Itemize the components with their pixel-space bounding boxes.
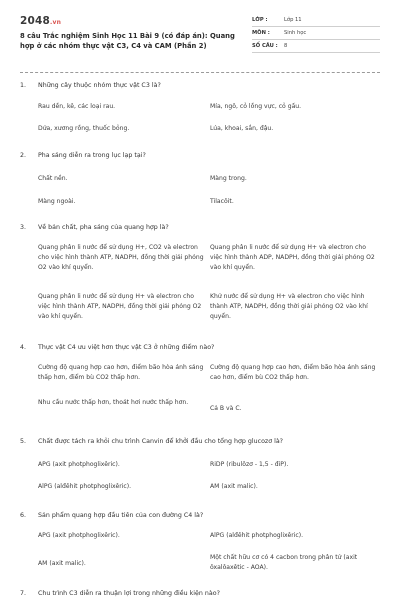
site-logo[interactable]	[20, 15, 61, 27]
answer-a: APG (axit photphoglixêric).	[38, 461, 120, 468]
question-4	[20, 344, 382, 351]
answer-c: Dứa, xương rồng, thuốc bỏng.	[38, 125, 130, 132]
answer-d: Lúa, khoai, sắn, đậu.	[210, 125, 274, 132]
answer-row	[38, 531, 382, 541]
answer-row	[38, 124, 382, 134]
question-stem: Sản phẩm quang hợp đầu tiên của con đường C4 là?	[38, 512, 204, 519]
answer-d: Cả B và C.	[210, 405, 242, 412]
info-label: MÔN :	[252, 30, 270, 36]
info-row-subject	[252, 27, 380, 40]
answer-b: RiDP (ribulôzơ - 1,5 - điP).	[210, 461, 289, 468]
question-number: 5.	[20, 438, 27, 445]
answer-row	[38, 243, 382, 273]
answer-row	[38, 482, 382, 492]
answer-row	[38, 398, 382, 414]
question-7	[20, 590, 382, 597]
logo-suffix: .vn	[50, 19, 62, 26]
question-number: 6.	[20, 512, 27, 519]
answer-b: Cường độ quang hợp cao hơn, điểm bão hòa ánh sáng cao hơn, điểm bù CO2 thấp hơn.	[210, 364, 376, 381]
answer-a: Quang phân li nước để sử dụng H+, CO2 và electron cho việc hình thành ATP, NADPH, đồng thời giải phóng O2 vào khí quyển.	[38, 244, 204, 271]
question-stem: Chất được tách ra khỏi chu trình Canvin để khởi đầu cho tổng hợp glucozơ là?	[38, 438, 284, 445]
question-1	[20, 82, 382, 89]
header-divider	[20, 72, 380, 73]
question-stem: Về bản chất, pha sáng của quang hợp là?	[38, 224, 169, 231]
info-value: Lớp 11	[284, 17, 302, 23]
answer-a: Cường độ quang hợp cao hơn, điểm bão hòa ánh sáng thấp hơn, điểm bù CO2 thấp hơn.	[38, 364, 204, 381]
answer-b: Màng trong.	[210, 175, 247, 182]
info-label: SỐ CÂU :	[252, 43, 278, 49]
answer-c: Màng ngoài.	[38, 198, 76, 205]
answer-row	[38, 460, 382, 470]
document-title: 8 câu Trắc nghiệm Sinh Học 11 Bài 9 (có đáp án): Quang hợp ở các nhóm thực vật C3, C4 và CAM (Phần 2)	[20, 32, 235, 50]
answer-c: Nhu cầu nước thấp hơn, thoát hơi nước thấp hơn.	[38, 399, 189, 406]
question-stem: Thực vật C4 ưu việt hơn thực vật C3 ở những điểm nào?	[38, 344, 215, 351]
header	[0, 0, 400, 70]
answer-d: Một chất hữu cơ có 4 cacbon trong phân tử (axit ôxalôaxêtic - AOA).	[210, 554, 358, 571]
answer-d: AM (axit malic).	[210, 483, 258, 490]
info-row-class	[252, 14, 380, 27]
info-row-count	[252, 40, 380, 53]
answer-row	[38, 292, 382, 322]
answer-row	[38, 553, 382, 573]
info-label: LỚP :	[252, 17, 268, 23]
answer-c: AM (axit malic).	[38, 560, 86, 567]
question-3	[20, 224, 382, 231]
answer-row	[38, 174, 382, 184]
question-stem: Chu trình C3 diễn ra thuận lợi trong những điều kiện nào?	[38, 590, 220, 597]
answer-row	[38, 197, 382, 207]
answer-b: Quang phân li nước để sử dụng H+ và electron cho việc hình thành ADP, NADPH, đồng thời giải phóng O2 vào khí quyển.	[210, 244, 375, 271]
answer-a: APG (axit photphoglixêric).	[38, 532, 120, 539]
question-text	[20, 590, 382, 597]
answer-d: Tilacôit.	[210, 198, 234, 205]
question-text	[20, 82, 382, 89]
answer-a: Chất nền.	[38, 175, 68, 182]
question-number: 2.	[20, 152, 27, 159]
question-text	[20, 152, 382, 159]
info-value: 8	[284, 43, 288, 49]
question-5	[20, 438, 382, 445]
answer-row	[38, 363, 382, 383]
question-number: 1.	[20, 82, 27, 89]
question-text	[20, 512, 382, 519]
answer-a: Rau dền, kê, các loại rau.	[38, 103, 116, 110]
question-stem: Pha sáng diễn ra trong lục lạp tại?	[38, 152, 146, 159]
answer-b: Mía, ngô, cỏ lồng vực, cỏ gấu.	[210, 103, 302, 110]
question-number: 3.	[20, 224, 27, 231]
question-number: 4.	[20, 344, 27, 351]
question-2	[20, 152, 382, 159]
answer-row	[38, 102, 382, 112]
question-stem: Những cây thuộc nhóm thực vật C3 là?	[38, 82, 161, 89]
question-6	[20, 512, 382, 519]
answer-c: Quang phân li nước để sử dụng H+ và electron cho việc hình thành ATP, NADPH, đồng thời giải phóng O2 vào khí quyển.	[38, 293, 202, 320]
question-text	[20, 438, 382, 445]
info-value: Sinh học	[284, 30, 307, 36]
answer-d: Khử nước để sử dụng H+ và electron cho việc hình thành ATP, NADPH, đồng thời giải phóng O2 vào khí quyển.	[210, 293, 368, 320]
logo-main: 2048	[20, 15, 51, 27]
info-table	[252, 14, 380, 53]
question-text	[20, 224, 382, 231]
question-text	[20, 344, 382, 351]
question-number: 7.	[20, 590, 27, 597]
answer-c: AlPG (alđêhit photphoglixêric).	[38, 483, 132, 490]
answer-b: AlPG (alđêhit photphoglixêric).	[210, 532, 304, 539]
